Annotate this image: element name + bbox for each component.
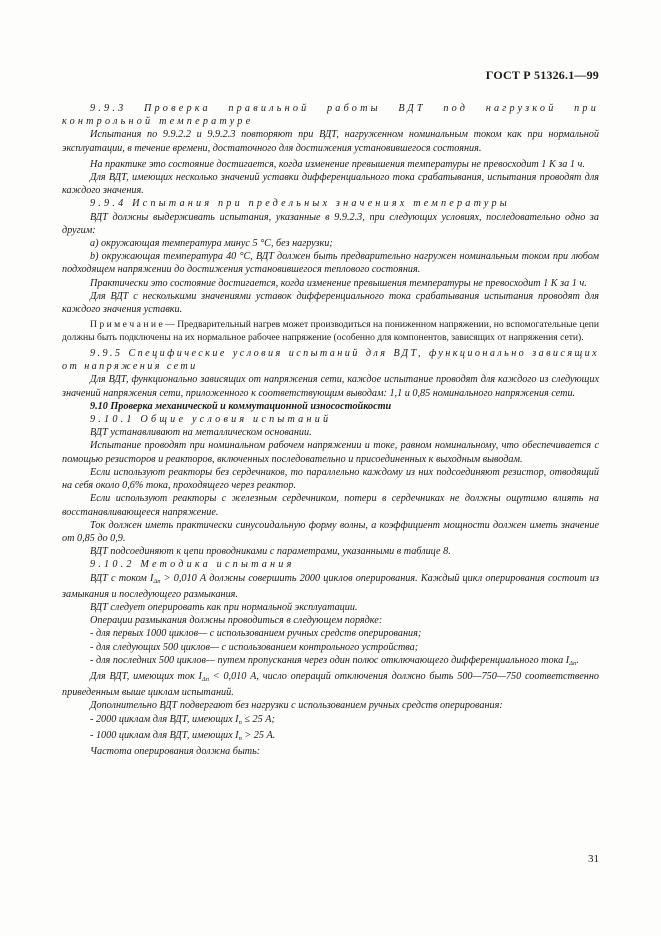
paragraph: Если используют реакторы без сердечников, то параллельно каждому из них подсоединяют резистор, отводящий на себя около 0,6% тока, проходящего через реактор. bbox=[62, 466, 599, 492]
section-9-9-4-heading: 9.9.4 Испытания при предельных значениях температуры bbox=[90, 198, 510, 210]
section-9-9-5-heading: 9.9.5 Специфические условия испытаний для ВДТ, функционально зависящих от напряжения сети bbox=[62, 348, 599, 373]
paragraph: Для ВДТ, функционально зависящих от напряжения сети, каждое испытание проводят для каждого из следующих значений напряжения сети, приложенного к соответствующим выводам: 1,1 и 0,85 номинального напряжения сети. bbox=[62, 374, 599, 399]
section-9-10-1-heading: 9.10.1 Общие условия испытаний bbox=[90, 414, 332, 426]
list-item: - для первых 1000 циклов— с использованием ручных средств оперирования; bbox=[90, 628, 422, 640]
paragraph: Ток должен иметь практически синусоидальную форму волны, а коэффициент мощности должен иметь значение от 0,85 до 0,9. bbox=[62, 519, 599, 544]
section-9-10-2-heading: 9.10.2 Методика испытания bbox=[90, 559, 295, 571]
document-header: ГОСТ Р 51326.1—99 bbox=[485, 68, 599, 82]
paragraph: Практически это состояние достигается, когда изменение превышения температуры не превосходит 1 К за 1 ч. bbox=[90, 277, 587, 289]
list-item: - 2000 циклам для ВДТ, имеющих $I_n \le 25$ А; bbox=[90, 713, 275, 726]
list-item: - 1000 циклам для ВДТ, имеющих $I_n > 25$ А. bbox=[90, 729, 276, 742]
section-9-10-heading: 9.10 Проверка механической и коммутационной износостойкости bbox=[90, 400, 392, 412]
paragraph: Для ВДТ, имеющих ток $I_{\Delta n} < 0,010$ А, число операций отключения должно быть 500—750—750 соответственно приведенным выше циклам испытаний. bbox=[62, 670, 599, 699]
list-item: - для последних 500 циклов— путем пропускания через один полюс отключающего дифференциального тока $I_{\Delta n}$. bbox=[90, 654, 579, 667]
paragraph: Для ВДТ, имеющих несколько значений уставки дифференциального тока срабатывания, испытания проводят для каждого значения. bbox=[62, 172, 599, 197]
page-number: 31 bbox=[588, 853, 599, 865]
list-item: b) окружающая температура 40 °С, ВДТ должен быть предварительно нагружен номинальным током при любом подходящем напряжении до достижения установившегося теплового состояния. bbox=[62, 251, 599, 276]
list-item: а) окружающая температура минус 5 °С, без нагрузки; bbox=[90, 238, 333, 250]
section-9-9-3-heading: 9.9.3 Проверка правильной работы ВДТ под нагрузкой при контрольной температуре bbox=[62, 103, 599, 128]
paragraph: ВДТ подсоединяют к цепи проводниками с параметрами, указанными в таблице 8. bbox=[90, 546, 451, 558]
paragraph: ВДТ следует оперировать как при нормальной эксплуатации. bbox=[90, 601, 358, 613]
paragraph: Операции размыкания должны проводиться в следующем порядке: bbox=[90, 615, 383, 627]
document-body bbox=[62, 99, 599, 758]
list-item: - для следующих 500 циклов— с использованием контрольного устройства; bbox=[90, 641, 419, 653]
note bbox=[62, 319, 599, 344]
note-label: П р и м е ч а н и е — bbox=[90, 319, 175, 331]
paragraph: Частота оперирования должна быть: bbox=[90, 745, 261, 757]
paragraph: ВДТ устанавливают на металлическом основании. bbox=[90, 427, 312, 439]
paragraph: Испытание проводят при номинальном рабочем напряжении и токе, равном номинальному, что обеспечивается с помощью резисторов и реакторов, включенных последовательно и присоединенных к выходным выводам. bbox=[62, 440, 599, 465]
paragraph: ВДТ должны выдерживать испытания, указанные в 9.9.2.3, при следующих условиях, последовательно одно за другим: bbox=[62, 211, 599, 236]
paragraph: На практике это состояние достигается, когда изменение превышения температуры не превосходит 1 К за 1 ч. bbox=[90, 158, 585, 170]
paragraph: ВДТ с током $I_{\Delta n} > 0,010$ А должны совершить 2000 циклов оперирования. Каждый цикл оперирования состоит из замыкания и последующего размыкания. bbox=[62, 572, 600, 600]
paragraph: Если используют реакторы с железным сердечником, потери в сердечниках не должны ощутимо влиять на восстанавливающееся напряжение. bbox=[62, 493, 599, 518]
paragraph: Для ВДТ с несколькими значениями уставок дифференциального тока срабатывания испытания проводят для каждого значения уставки. bbox=[62, 290, 599, 316]
note-text: Предварительный нагрев может производиться на пониженном напряжении, но вспомогательные цепи должны быть подключены на их нормальное рабочее напряжение (особенно для компонентов, зависящих от напряжения сети). bbox=[62, 319, 599, 343]
paragraph: Испытания по 9.9.2.2 и 9.9.2.3 повторяют при ВДТ, нагруженном номинальным током как при нормальной эксплуатации, в течение времени, достаточного для достижения установившегося состояния. bbox=[62, 129, 599, 154]
paragraph: Дополнительно ВДТ подвергают без нагрузки с использованием ручных средств оперирования: bbox=[90, 700, 503, 712]
